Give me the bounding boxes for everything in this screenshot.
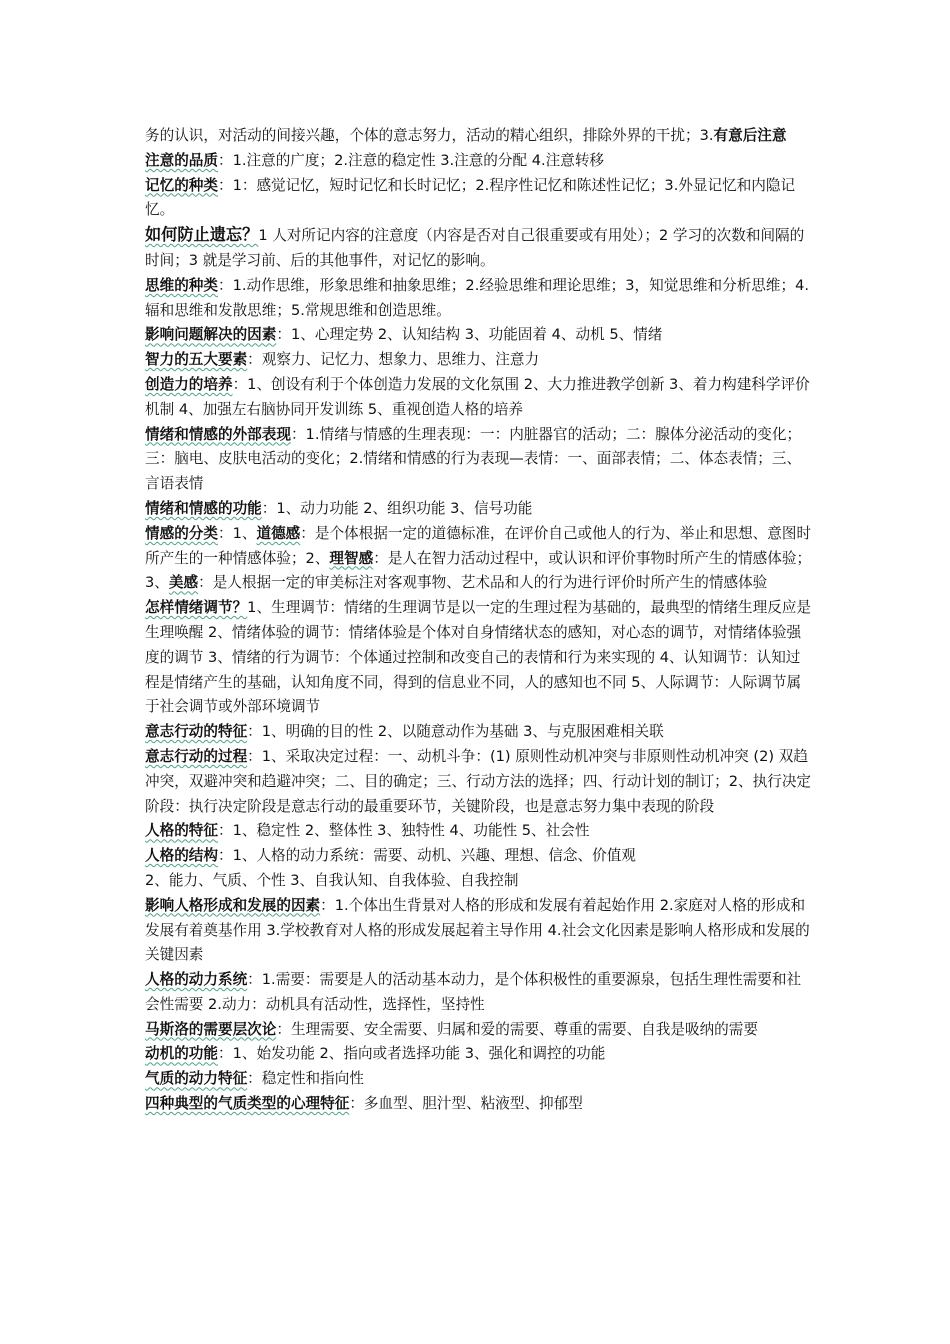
term-posterior-attention: 有意后注意: [713, 127, 787, 144]
term-heading: 影响问题解决的因素: [145, 326, 277, 344]
term-heading: 记忆的种类: [145, 176, 218, 194]
paragraph-body: ：1、稳定性 2、整体性 3、独特性 4、功能性 5、社会性: [217, 822, 590, 840]
paragraph-body: ：1、明确的目的性 2、以随意动作为基础 3、与克服困难相关联: [247, 723, 664, 741]
term-heading: 注意的品质: [145, 151, 218, 169]
term-heading: 如何防止遗忘？: [145, 225, 259, 245]
paragraph-personality-structure: [145, 844, 813, 869]
paragraph-temperament-types: [145, 1092, 813, 1117]
paragraph-problem-solving-factors: [145, 323, 813, 348]
paragraph-creativity-cultivation: [145, 373, 813, 423]
paragraph-personality-structure-2: [145, 869, 813, 894]
paragraph-emotion-classification: [145, 522, 813, 596]
paragraph-emotion-external: [145, 423, 813, 497]
paragraph-body: 务的认识，对活动的间接兴趣，个体的意志努力，活动的精心组织，排除外界的干扰；3.: [145, 127, 714, 144]
term-heading: 意志行动的特征: [145, 723, 248, 741]
paragraph-intelligence-elements: [145, 348, 813, 373]
term-heading: 人格的特征: [145, 822, 218, 840]
term-heading: 情绪和情感的功能: [145, 499, 262, 517]
term-heading: 怎样情绪调节？: [145, 599, 248, 617]
paragraph-volition-features: [145, 720, 813, 745]
paragraph-body: ：1、: [217, 524, 257, 542]
paragraph-body: ：1、心理定势 2、认知结构 3、功能固着 4、动机 5、情绪: [276, 326, 663, 344]
paragraph-body: 1、生理调节：情绪的生理调节是以一定的生理过程为基础的，最典型的情绪生理反应是生理唤醒 2、情绪体验的调节：情绪体验是个体对自身情绪状态的感知，对心态的调节，对情绪体验强度的调节 3、情绪的行为调节：个体通过控制和改变自己的表情和行为来实现的 4、认知调节：认知过程是情绪产生的基础，认知角度不同，得到的信息业不同，人的感知也不同 5、人际调节：人际调节属于社会调节或外部环境调节: [145, 599, 812, 716]
paragraph-body: ：1：感觉记忆，短时记忆和长时记忆；2.程序性记忆和陈述性记忆；3.外显记忆和内隐记忆。: [145, 176, 796, 219]
paragraph-body: ：1.动作思维，形象思维和抽象思维；2.经验思维和理论思维；3，知觉思维和分析思维；4.辐和思维和发散思维；5.常规思维和创造思维。: [145, 276, 810, 319]
paragraph-body: 1 人对所记内容的注意度（内容是否对自己很重要或有用处）；2 学习的次数和间隔的时间；3 就是学习前、后的其他事件，对记忆的影响。: [145, 227, 805, 269]
term-heading: 动机的功能: [145, 1045, 218, 1063]
term-heading: 四种典型的气质类型的心理特征: [145, 1095, 350, 1113]
paragraph-body: ：是人在智力活动过程中，或认识和评价事物时所产生的情感体验；3、: [145, 549, 812, 592]
paragraph-body: ：稳定性和指向性: [247, 1070, 364, 1088]
term-heading: 思维的种类: [145, 276, 218, 294]
paragraph-emotion-functions: [145, 497, 813, 522]
paragraph-prevent-forgetting: [145, 223, 813, 274]
term-aesthetic-emotion: 美感: [168, 574, 199, 592]
term-moral-emotion: 道德感: [256, 524, 301, 542]
term-heading: 人格的结构: [145, 847, 218, 865]
paragraph-maslow: [145, 1018, 813, 1043]
paragraph-personality-factors: [145, 894, 813, 968]
term-heading: 情感的分类: [145, 524, 218, 542]
paragraph-body: ：1.需要：需要是人的活动基本动力，是个体积极性的重要源泉，包括生理性需要和社会性需要 2.动力：动机具有活动性，选择性，坚持性: [145, 971, 802, 1013]
paragraph-attention-types-cont: [145, 124, 813, 149]
paragraph-body: ：1、采取决定过程：一、动机斗争：(1) 原则性动机冲突与非原则性动机冲突 (2) 双趋冲突，双避冲突和趋避冲突；二、目的确定；三、行动方法的选择；四、行动计划的制订；2、执行决定阶段：执行决定阶段是意志行动的最重要环节，关键阶段，也是意志努力集中表现的阶段: [145, 747, 812, 815]
paragraph-body: ：多血型、胆汁型、粘液型、抑郁型: [349, 1095, 583, 1113]
term-heading: 情绪和情感的外部表现: [145, 425, 291, 443]
paragraph-body: ：1.个体出生背景对人格的形成和发展有着起始作用 2.家庭对人格的形成和发展有着奠基作用 3.学校教育对人格的形成发展起着主导作用 4.社会文化因素是影响人格形成和发展的关键因素: [145, 896, 810, 964]
paragraph-body: ：1.情绪与情感的生理表现：一：内脏器官的活动；二：腺体分泌活动的变化；三：脑电、皮肤电活动的变化；2.情绪和情感的行为表现—表情：一、面部表情；二、体态表情；三、言语表情: [145, 425, 802, 493]
paragraph-thinking-types: [145, 274, 813, 324]
paragraph-memory-types: [145, 174, 813, 224]
paragraph-volition-process: [145, 745, 813, 819]
paragraph-attention-quality: [145, 149, 813, 174]
paragraph-body: ：1、创设有利于个体创造力发展的文化氛围 2、大力推进教学创新 3、着力构建科学评价机制 4、加强左右脑协同开发训练 5、重视创造人格的培养: [145, 375, 810, 418]
paragraph-body: ：生理需要、安全需要、归属和爱的需要、尊重的需要、自我是吸纳的需要: [276, 1020, 758, 1038]
document-page: [145, 124, 813, 1117]
paragraph-body: ：是人根据一定的审美标注对客观事物、艺术品和人的行为进行评价时所产生的情感体验: [198, 574, 768, 592]
paragraph-body: ：1、动力功能 2、组织功能 3、信号功能: [261, 499, 533, 517]
paragraph-body: ：1.注意的广度；2.注意的稳定性 3.注意的分配 4.注意转移: [217, 151, 605, 169]
term-rational-emotion: 理智感: [329, 549, 374, 567]
term-heading: 人格的动力系统: [145, 971, 248, 989]
paragraph-body: ：观察力、记忆力、想象力、思维力、注意力: [247, 351, 540, 369]
paragraph-personality-features: [145, 819, 813, 844]
term-heading: 意志行动的过程: [145, 747, 248, 765]
paragraph-body: ：是个体根据一定的道德标准，在评价自己或他人的行为、举止和思想、意图时所产生的一种情感体验；2、: [145, 524, 812, 567]
term-heading: 马斯洛的需要层次论: [145, 1020, 277, 1038]
paragraph-temperament-dynamics: [145, 1067, 813, 1092]
paragraph-emotion-regulation: [145, 596, 813, 720]
term-heading: 气质的动力特征: [145, 1070, 248, 1088]
paragraph-motivation-functions: [145, 1042, 813, 1067]
term-heading: 创造力的培养: [145, 375, 233, 393]
paragraph-body: ：1、人格的动力系统：需要、动机、兴趣、理想、信念、价值观: [217, 847, 636, 865]
paragraph-personality-dynamics: [145, 968, 813, 1018]
term-heading: 智力的五大要素: [145, 351, 248, 369]
term-heading: 影响人格形成和发展的因素: [145, 896, 321, 914]
paragraph-body: ：1、始发功能 2、指向或者选择功能 3、强化和调控的功能: [217, 1045, 606, 1063]
paragraph-body: 2、能力、气质、个性 3、自我认知、自我体验、自我控制: [145, 871, 519, 889]
